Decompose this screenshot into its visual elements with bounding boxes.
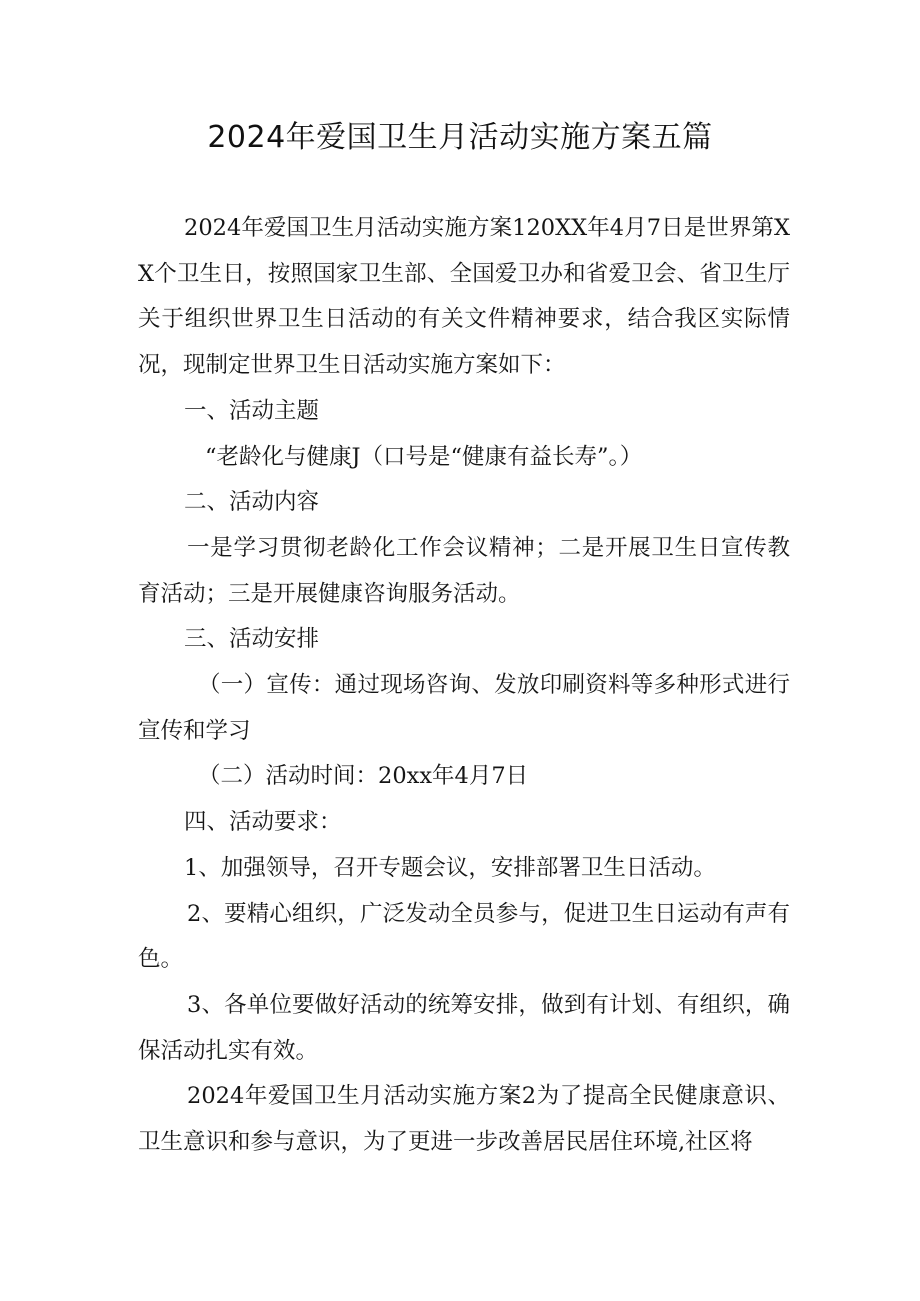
requirement-item-3: 3、各单位要做好活动的统筹安排，做到有计划、有组织，确保活动扎实有效。	[138, 991, 790, 1064]
document-body	[138, 206, 790, 1166]
arrangement-publicity: （一）宣传：通过现场咨询、发放印刷资料等多种形式进行宣传和学习	[138, 672, 790, 744]
section-heading-theme: 一、活动主题	[184, 397, 320, 424]
plan-2-paragraph: 2024年爱国卫生月活动实施方案2为了提高全民健康意识、卫生意识和参与意识，为了更进一步改善居民居住环境,社区将	[138, 1083, 790, 1156]
requirement-item-1: 1、加强领导，召开专题会议，安排部署卫生日活动。	[184, 854, 716, 881]
theme-text: “老龄化与健康J（口号是“健康有益长寿”。）	[205, 443, 643, 470]
section-heading-arrangement: 三、活动安排	[184, 626, 320, 653]
content-paragraph: 一是学习贯彻老龄化工作会议精神；二是开展卫生日宣传教育活动；三是开展健康咨询服务活动。	[138, 534, 790, 607]
intro-paragraph: 2024年爱国卫生月活动实施方案120XX年4月7日是世界第XX个卫生日，按照国家卫生部、全国爱卫办和省爱卫会、省卫生厅关于组织世界卫生日活动的有关文件精神要求，结合我区实际情况，现制定世界卫生日活动实施方案如下：	[138, 215, 790, 379]
arrangement-time: （二）活动时间：20xx年4月7日	[198, 763, 529, 790]
section-heading-requirements: 四、活动要求：	[184, 809, 342, 836]
document-title: 2024年爱国卫生月活动实施方案五篇	[207, 120, 713, 155]
section-heading-content: 二、活动内容	[184, 489, 320, 516]
requirement-item-2: 2、要精心组织，广泛发动全员参与，促进卫生日运动有声有色。	[138, 900, 790, 973]
